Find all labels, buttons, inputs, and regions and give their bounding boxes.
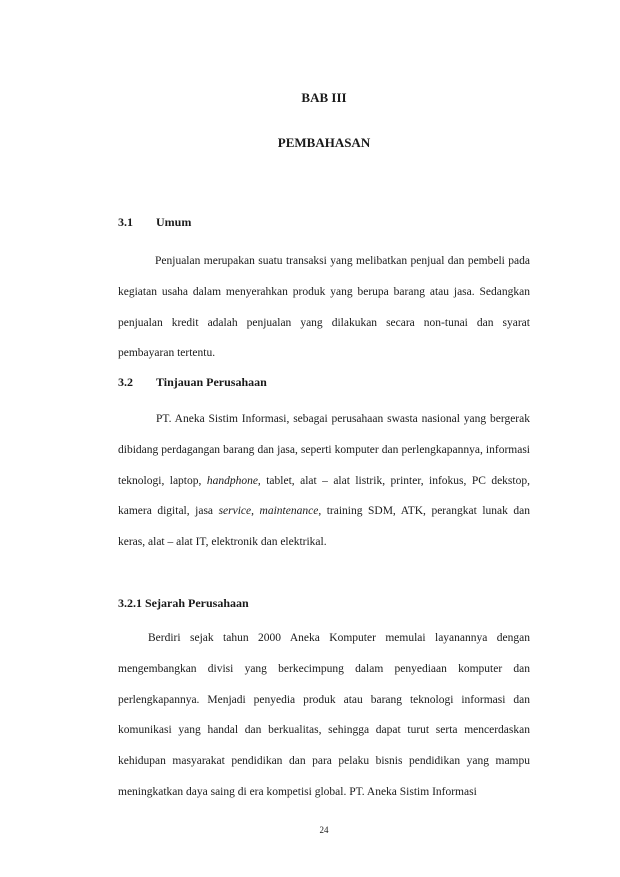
chapter-title: PEMBAHASAN bbox=[277, 135, 371, 150]
section-number: 3.1 bbox=[118, 215, 133, 229]
section-heading-3-1 bbox=[118, 215, 191, 230]
section-number: 3.2.1 bbox=[118, 596, 142, 610]
section-paragraph-sejarah: Berdiri sejak tahun 2000 Aneka Komputer memulai layanannya dengan mengembangkan divisi yang berkecimpung dalam penyediaan komputer dan perlengkapannya. Menjadi penyedia produk atau barang teknologi informasi dan komunikasi yang handal dan berkualitas, sehingga dapat turut serta mencerdaskan kehidupan masyarakat pendidikan dan para pelaku bisnis pendidikan yang mampu meningkatkan daya saing di era kompetisi global. PT. Aneka Sistim Informasi bbox=[118, 632, 530, 798]
section-title: Umum bbox=[156, 215, 192, 229]
italic-term-service: service bbox=[218, 505, 252, 518]
italic-term-handphone: handphone bbox=[206, 474, 258, 487]
section-heading-3-2-1 bbox=[118, 596, 249, 611]
italic-term-maintenance: maintenance bbox=[259, 505, 319, 518]
text-run: , bbox=[251, 505, 260, 518]
chapter-number: BAB III bbox=[301, 90, 347, 105]
text-run: PT. Aneka Sistim Informasi, sebagai perusahaan swasta nasional yang bergerak dibidang perdagangan barang dan jasa, seperti komputer dan perlengkapannya, informasi teknologi, laptop, bbox=[118, 413, 530, 487]
text-run: , tablet, alat – alat listrik, printer, infokus, PC dekstop, kamera digital, jasa bbox=[118, 474, 530, 518]
section-paragraph-umum: Penjualan merupakan suatu transaksi yang melibatkan penjual dan pembeli pada kegiatan usaha dalam menyerahkan produk yang berupa barang atau jasa. Sedangkan penjualan kredit adalah penjualan yang dilakukan secara non-tunai dan syarat pembayaran tertentu. bbox=[118, 255, 530, 360]
text-run: , training SDM, ATK, perangkat lunak dan keras, alat – alat IT, elektronik dan elektrikal. bbox=[118, 505, 530, 549]
section-title: Sejarah Perusahaan bbox=[145, 596, 249, 610]
section-paragraph-tinjauan bbox=[118, 404, 530, 558]
section-title: Tinjauan Perusahaan bbox=[156, 375, 267, 389]
page-number: 24 bbox=[319, 825, 329, 835]
section-heading-3-2 bbox=[118, 375, 267, 390]
section-number: 3.2 bbox=[118, 375, 133, 389]
